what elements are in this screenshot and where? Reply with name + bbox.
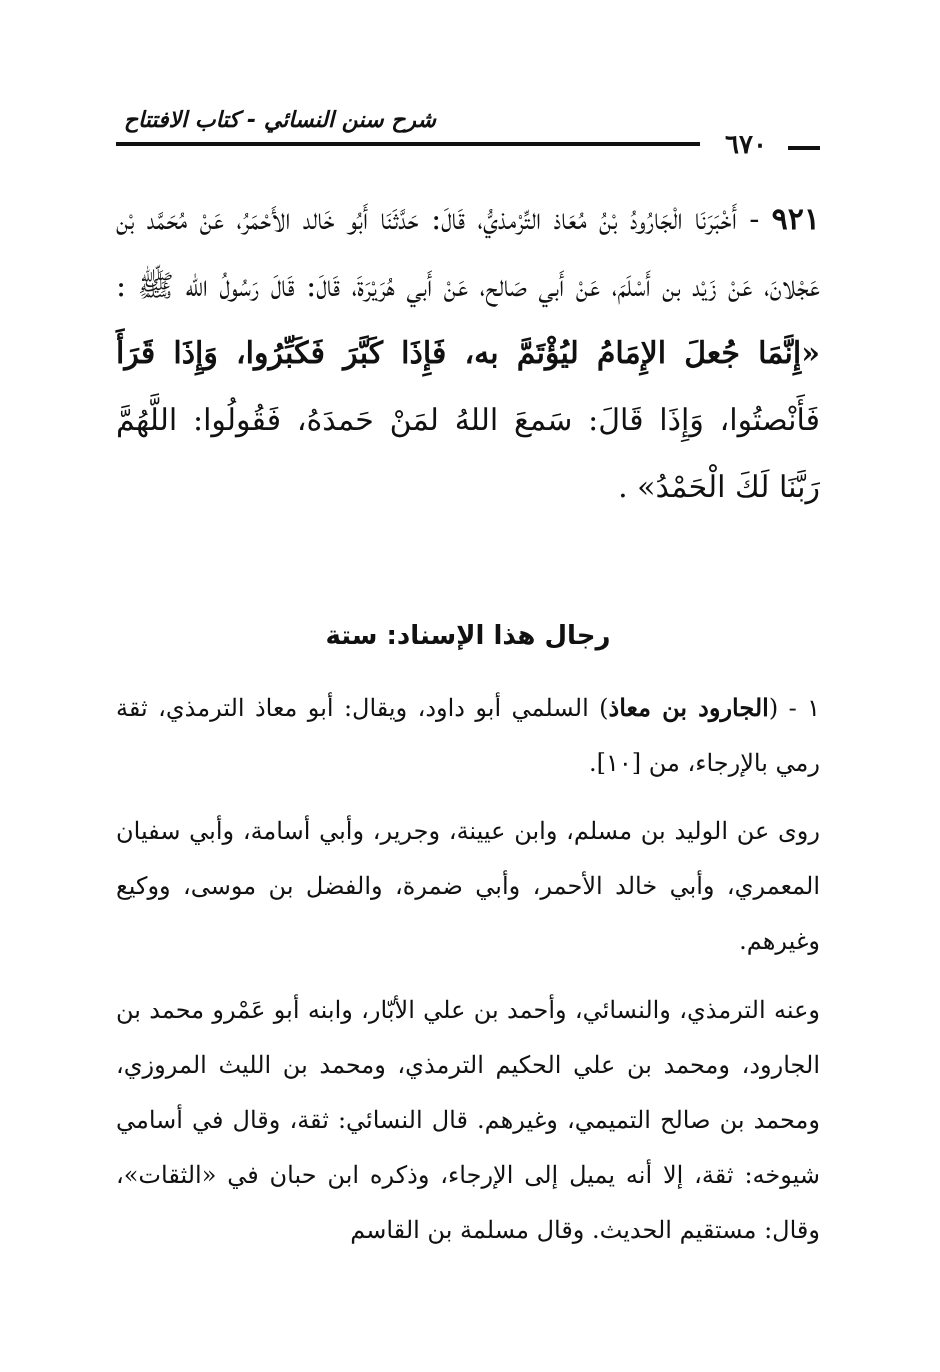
running-header [116, 100, 820, 158]
hadith-chain: - أَخْبَرَنَا الْجَارُودُ بْنُ مُعَاذ التِّرْمذيُّ، قَالَ: حَدَّثَنَا أَبُو خَالد الأَحْمَرُ، عَنْ مُحَمَّد بْن عَجْلانَ، عَنْ زَيْد بن أَسْلَمَ، عَنْ أَبي صَالح، عَنْ أَبي هُرَيْرَةَ، قَالَ: قَالَ رَسُولُ الله ﷺ : [116, 202, 820, 304]
header-rule [116, 142, 700, 146]
narrator-description: ) السلمي أبو داود، ويقال: أبو معاذ الترمذي، ثقة رمي بالإرجاء، من [١٠]. [116, 694, 820, 777]
narrator-teachers-paragraph: روى عن الوليد بن مسلم، وابن عيينة، وجرير، وأبي أسامة، وأبي سفيان المعمري، وأبي خالد الأحمر، وأبي ضمرة، والفضل بن موسى، ووكيع وغيرهم. [116, 817, 821, 955]
section-heading: رجال هذا الإسناد: ستة [325, 621, 611, 651]
header-title: شرح سنن النسائي - كتاب الافتتاح [123, 108, 436, 133]
narrator-students-paragraph: وعنه الترمذي، والنسائي، وأحمد بن علي الأبّار، وابنه أبو عَمْرو محمد بن الجارود، ومحمد بن علي الحكيم الترمذي، ومحمد بن الليث المروزي، ومحمد بن صالح التميمي، وغيرهم. قال النسائي: ثقة، وقال في أسامي شيوخه: ثقة، إلا أنه يميل إلى الإرجاء، وذكره ابن حبان في «الثقات»، وقال: مستقيم الحديث. وقال مسلمة بن القاسم [116, 996, 820, 1244]
page-number-dash [788, 146, 820, 150]
hadith-text [116, 186, 820, 521]
narrator-prefix: ١ - ( [768, 694, 821, 722]
page-number: ٦٧٠ [725, 130, 767, 160]
hadith-number: ٩٢١ [771, 202, 820, 237]
hadith-quote-rest: فَأَنْصتُوا، وَإِذَا قَالَ: سَمعَ اللهُ لمَنْ حَمدَهُ، فَقُولُوا: اللَّهُمَّ رَبَّنَا لَكَ الْحَمْدُ» . [116, 403, 820, 505]
narrator-name: الجارود بن معاذ [608, 693, 769, 722]
hadith-quote-bold: «إِنَّمَا جُعلَ الإِمَامُ ليُؤْتَمَّ به، فَإِذَا كَبَّرَ فَكَبِّرُوا، وَإِذَا قَرَأَ [116, 336, 820, 371]
narrator-entry-1 [116, 680, 820, 791]
